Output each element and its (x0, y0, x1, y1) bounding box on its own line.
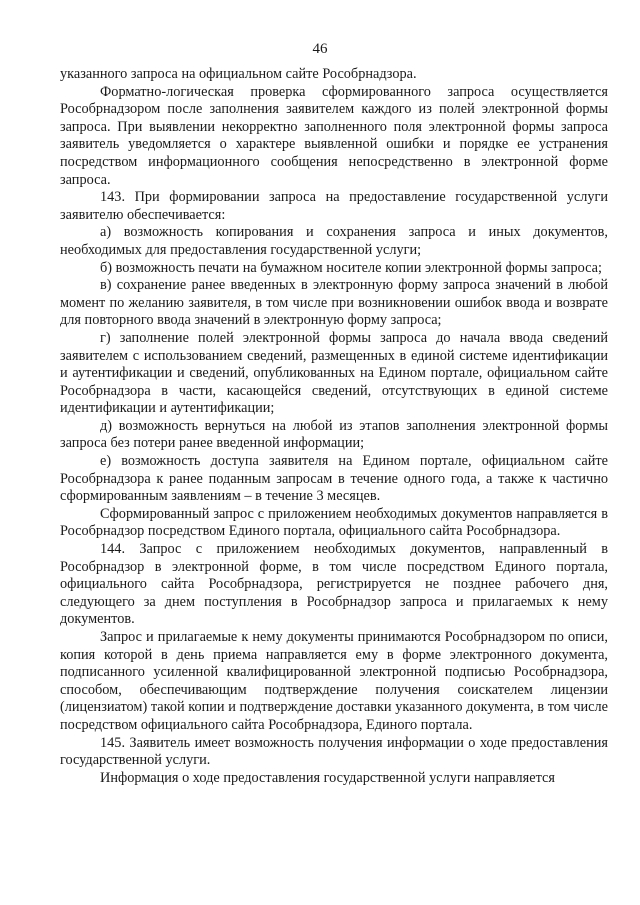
paragraph-item-d: д) возможность вернуться на любой из этапов заполнения электронной формы запроса без потери ранее введенной информации; (60, 417, 608, 452)
paragraph-format-check: Форматно-логическая проверка сформированного запроса осуществляется Рособрнадзором после заполнения заявителем каждого из полей электронной формы запроса. При выявлении некорректно заполненного поля электронной формы запроса заявитель уведомляется о характере выявленной ошибки и порядке ее устранения посредством информационного сообщения непосредственно в электронной форме запроса. (60, 83, 608, 188)
document-body (60, 66, 608, 787)
paragraph-continuation: указанного запроса на официальном сайте Рособрнадзора. (60, 66, 417, 82)
paragraph-item-e: е) возможность доступа заявителя на Едином портале, официальном сайте Рособрнадзора к ранее поданным запросам в течение одного года, а также к частично сформированным заявлениям – в течение 3 месяцев. (60, 453, 608, 505)
paragraph-item-v: в) сохранение ранее введенных в электронную форму запроса значений в любой момент по желанию заявителя, в том числе при возникновении ошибок ввода и возврате для повторного ввода значений в электронную форму запроса; (60, 277, 608, 329)
paragraph-item-g: г) заполнение полей электронной формы запроса до начала ввода сведений заявителем с использованием сведений, размещенных в единой системе идентификации и аутентификации и сведений, опубликованных на Едином портале, официальном сайте Рособрнадзора в части, касающейся сведений, отсутствующих в единой системе идентификации и аутентификации; (60, 329, 608, 417)
paragraph-submission: Сформированный запрос с приложением необходимых документов направляется в Рособрнадзор посредством Единого портала, официального сайта Рособрнадзора. (60, 505, 608, 540)
paragraph-clause-143: 143. При формировании запроса на предоставление государственной услуги заявителю обеспечивается: (60, 189, 608, 223)
paragraph-item-b: б) возможность печати на бумажном носителе копии электронной формы запроса; (100, 259, 603, 276)
paragraph-inventory: Запрос и прилагаемые к нему документы принимаются Рособрнадзором по описи, копия которой в день приема направляется ему в форме электронного документа, подписанного усиленной квалифицированной электронной подписью Рособрнадзора, способом, обеспечивающим подтверждение получения соискателем лицензии (лицензиатом) такой копии и подтверждение доставки указанного документа, в том числе посредством официального сайта Рособрнадзора, Единого портала. (60, 629, 608, 733)
page-number: 46 (312, 41, 328, 57)
paragraph-item-a: а) возможность копирования и сохранения запроса и иных документов, необходимых для предоставления государственной услуги; (60, 224, 608, 258)
paragraph-clause-144: 144. Запрос с приложением необходимых документов, направленный в Рособрнадзор в электронной форме, в том числе посредством Единого портала, официального сайта Рособрнадзора, регистрируется не позднее рабочего дня, следующего за днем поступления в Рособрнадзор запроса и прилагаемых к нему документов. (60, 541, 608, 628)
paragraph-progress-info: Информация о ходе предоставления государственной услуги направляется (100, 769, 555, 786)
paragraph-clause-145: 145. Заявитель имеет возможность получения информации о ходе предоставления государственной услуги. (60, 734, 608, 769)
